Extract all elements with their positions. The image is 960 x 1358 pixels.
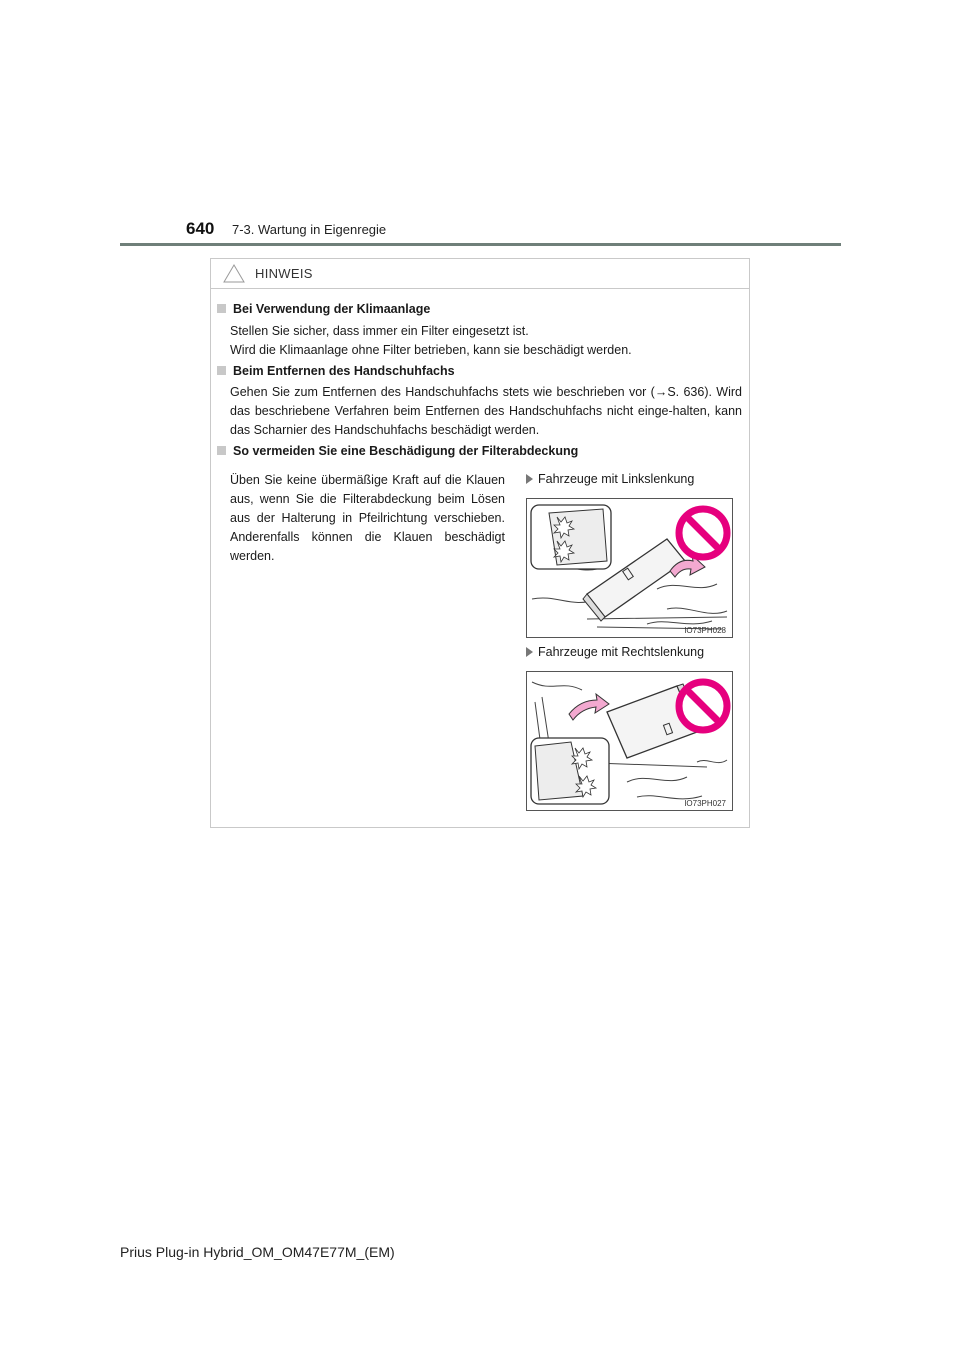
figure-caption-lhd: Fahrzeuge mit Linkslenkung [526, 472, 694, 486]
item-heading-handschuhfach: Beim Entfernen des Handschuhfachs [217, 364, 455, 378]
triangle-bullet-icon [526, 474, 533, 484]
item-heading-klimaanlage: Bei Verwendung der Klimaanlage [217, 302, 430, 316]
figure-caption-rhd: Fahrzeuge mit Rechtslenkung [526, 645, 704, 659]
bullet-square-icon [217, 366, 226, 375]
item-text: Üben Sie keine übermäßige Kraft auf die Klauen aus, wenn Sie die Filterabdeckung beim Lösen aus der Halterung in Pfeilrichtung verschieben. Anderenfalls können die Klauen beschädigt werden. [230, 473, 505, 563]
triangle-bullet-icon [526, 647, 533, 657]
filter-cover-illustration [527, 672, 732, 810]
figure-code: IO73PH028 [684, 626, 726, 635]
warning-triangle-icon [223, 264, 245, 283]
bullet-square-icon [217, 304, 226, 313]
figure-lhd [526, 498, 733, 638]
header-rule [120, 243, 841, 246]
figure-code: IO73PH027 [684, 799, 726, 808]
item-text-line: Wird die Klimaanlage ohne Filter betrieben, kann sie beschädigt werden. [230, 343, 632, 357]
note-title: HINWEIS [255, 266, 313, 281]
item-heading-filterabdeckung: So vermeiden Sie eine Beschädigung der Filterabdeckung [217, 444, 578, 458]
page-number: 640 [186, 219, 215, 238]
figure-rhd [526, 671, 733, 811]
filter-cover-illustration [527, 499, 732, 637]
note-box [210, 258, 750, 828]
section-title: 7-3. Wartung in Eigenregie [232, 222, 387, 237]
item-text: Gehen Sie zum Entfernen des Handschuhfachs stets wie beschrieben vor (→S. 636). Wird das beschriebene Verfahren beim Entfernen des Handschuhfachs nicht einge-halten, kann das Scharnier des Handschuhfachs beschädigt werden. [230, 385, 742, 437]
footer-document-id: Prius Plug-in Hybrid_OM_OM47E77M_(EM) [120, 1244, 395, 1260]
note-header [211, 259, 749, 289]
item-text-line: Stellen Sie sicher, dass immer ein Filter eingesetzt ist. [230, 324, 529, 338]
bullet-square-icon [217, 446, 226, 455]
